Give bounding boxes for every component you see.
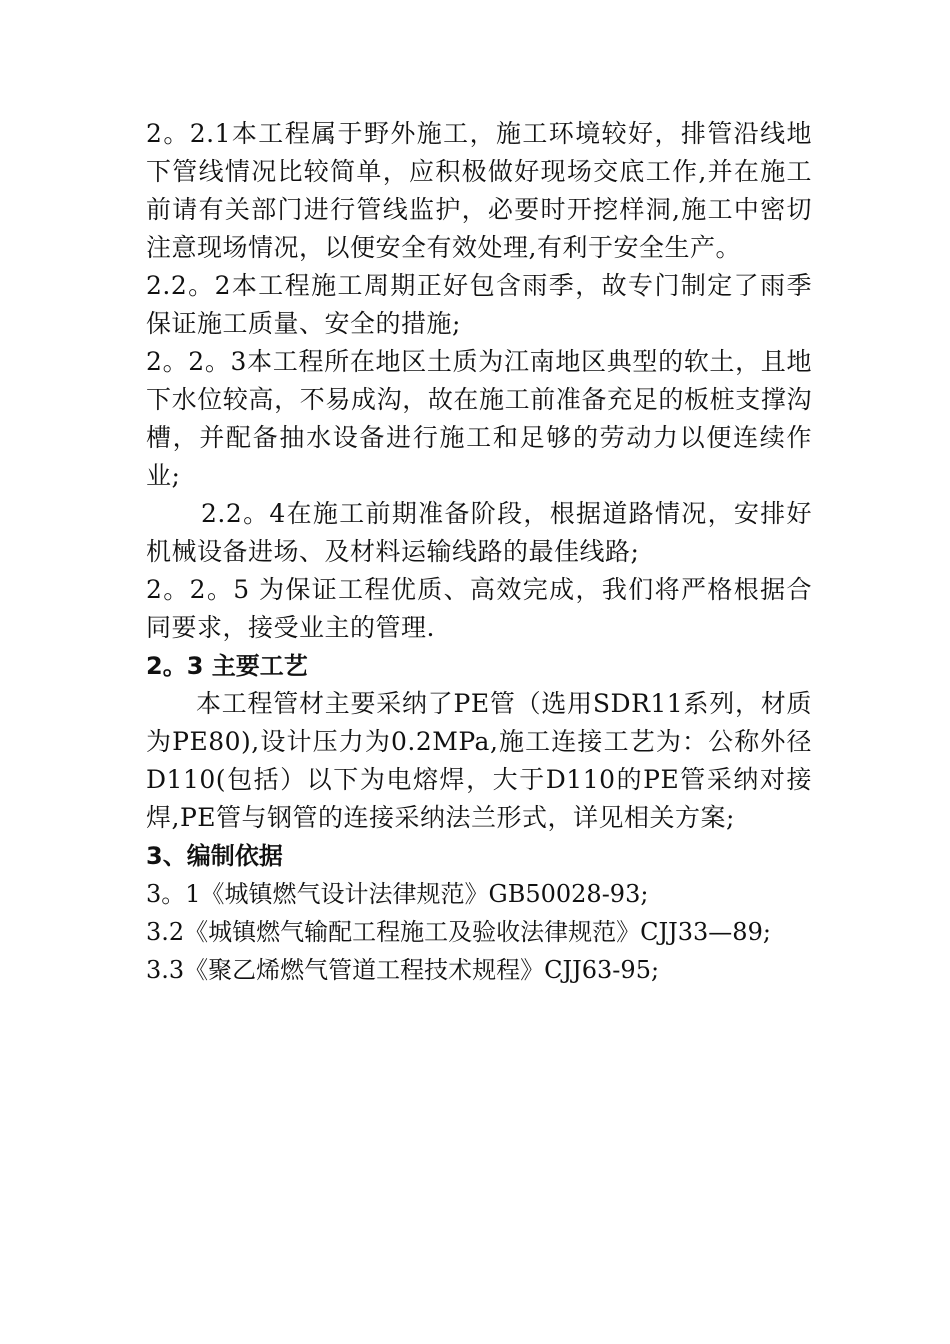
paragraph-2-2-1: 2。2.1本工程属于野外施工，施工环境较好，排管沿线地下管线情况比较简单，应积极做好现场交底工作,并在施工前请有关部门进行管线监护，必要时开挖样洞,施工中密切注意现场情况，以便安全有效处理,有利于安全生产。 <box>146 119 812 262</box>
paragraph-2-2-4: 2.2。4在施工前期准备阶段，根据道路情况，安排好机械设备进场、及材料运输线路的最佳线路; <box>146 499 812 566</box>
reference-3-2: 3.2《城镇燃气输配工程施工及验收法律规范》CJJ33—89; <box>146 918 771 946</box>
paragraph-2-2-3: 2。2。3本工程所在地区土质为江南地区典型的软土，且地下水位较高，不易成沟，故在施工前准备充足的板桩支撑沟槽，并配备抽水设备进行施工和足够的劳动力以便连续作业; <box>146 347 812 490</box>
reference-3-3: 3.3《聚乙烯燃气管道工程技术规程》CJJ63-95; <box>146 956 660 984</box>
heading-2-3: 2。3 主要工艺 <box>146 652 308 680</box>
reference-3-1: 3。1《城镇燃气设计法律规范》GB50028-93; <box>146 880 649 908</box>
heading-3: 3、编制依据 <box>146 842 283 870</box>
paragraph-2-3-body: 本工程管材主要采纳了PE管（选用SDR11系列，材质为PE80),设计压力为0.2MPa,施工连接工艺为：公称外径D110(包括）以下为电熔焊，大于D110的PE管采纳对接焊,PE管与钢管的连接采纳法兰形式，详见相关方案; <box>146 689 812 832</box>
paragraph-2-2-5: 2。2。5 为保证工程优质、高效完成，我们将严格根据合同要求，接受业主的管理. <box>146 575 812 642</box>
document-page <box>146 115 812 989</box>
paragraph-2-2-2: 2.2。2本工程施工周期正好包含雨季，故专门制定了雨季保证施工质量、安全的措施; <box>146 271 812 338</box>
